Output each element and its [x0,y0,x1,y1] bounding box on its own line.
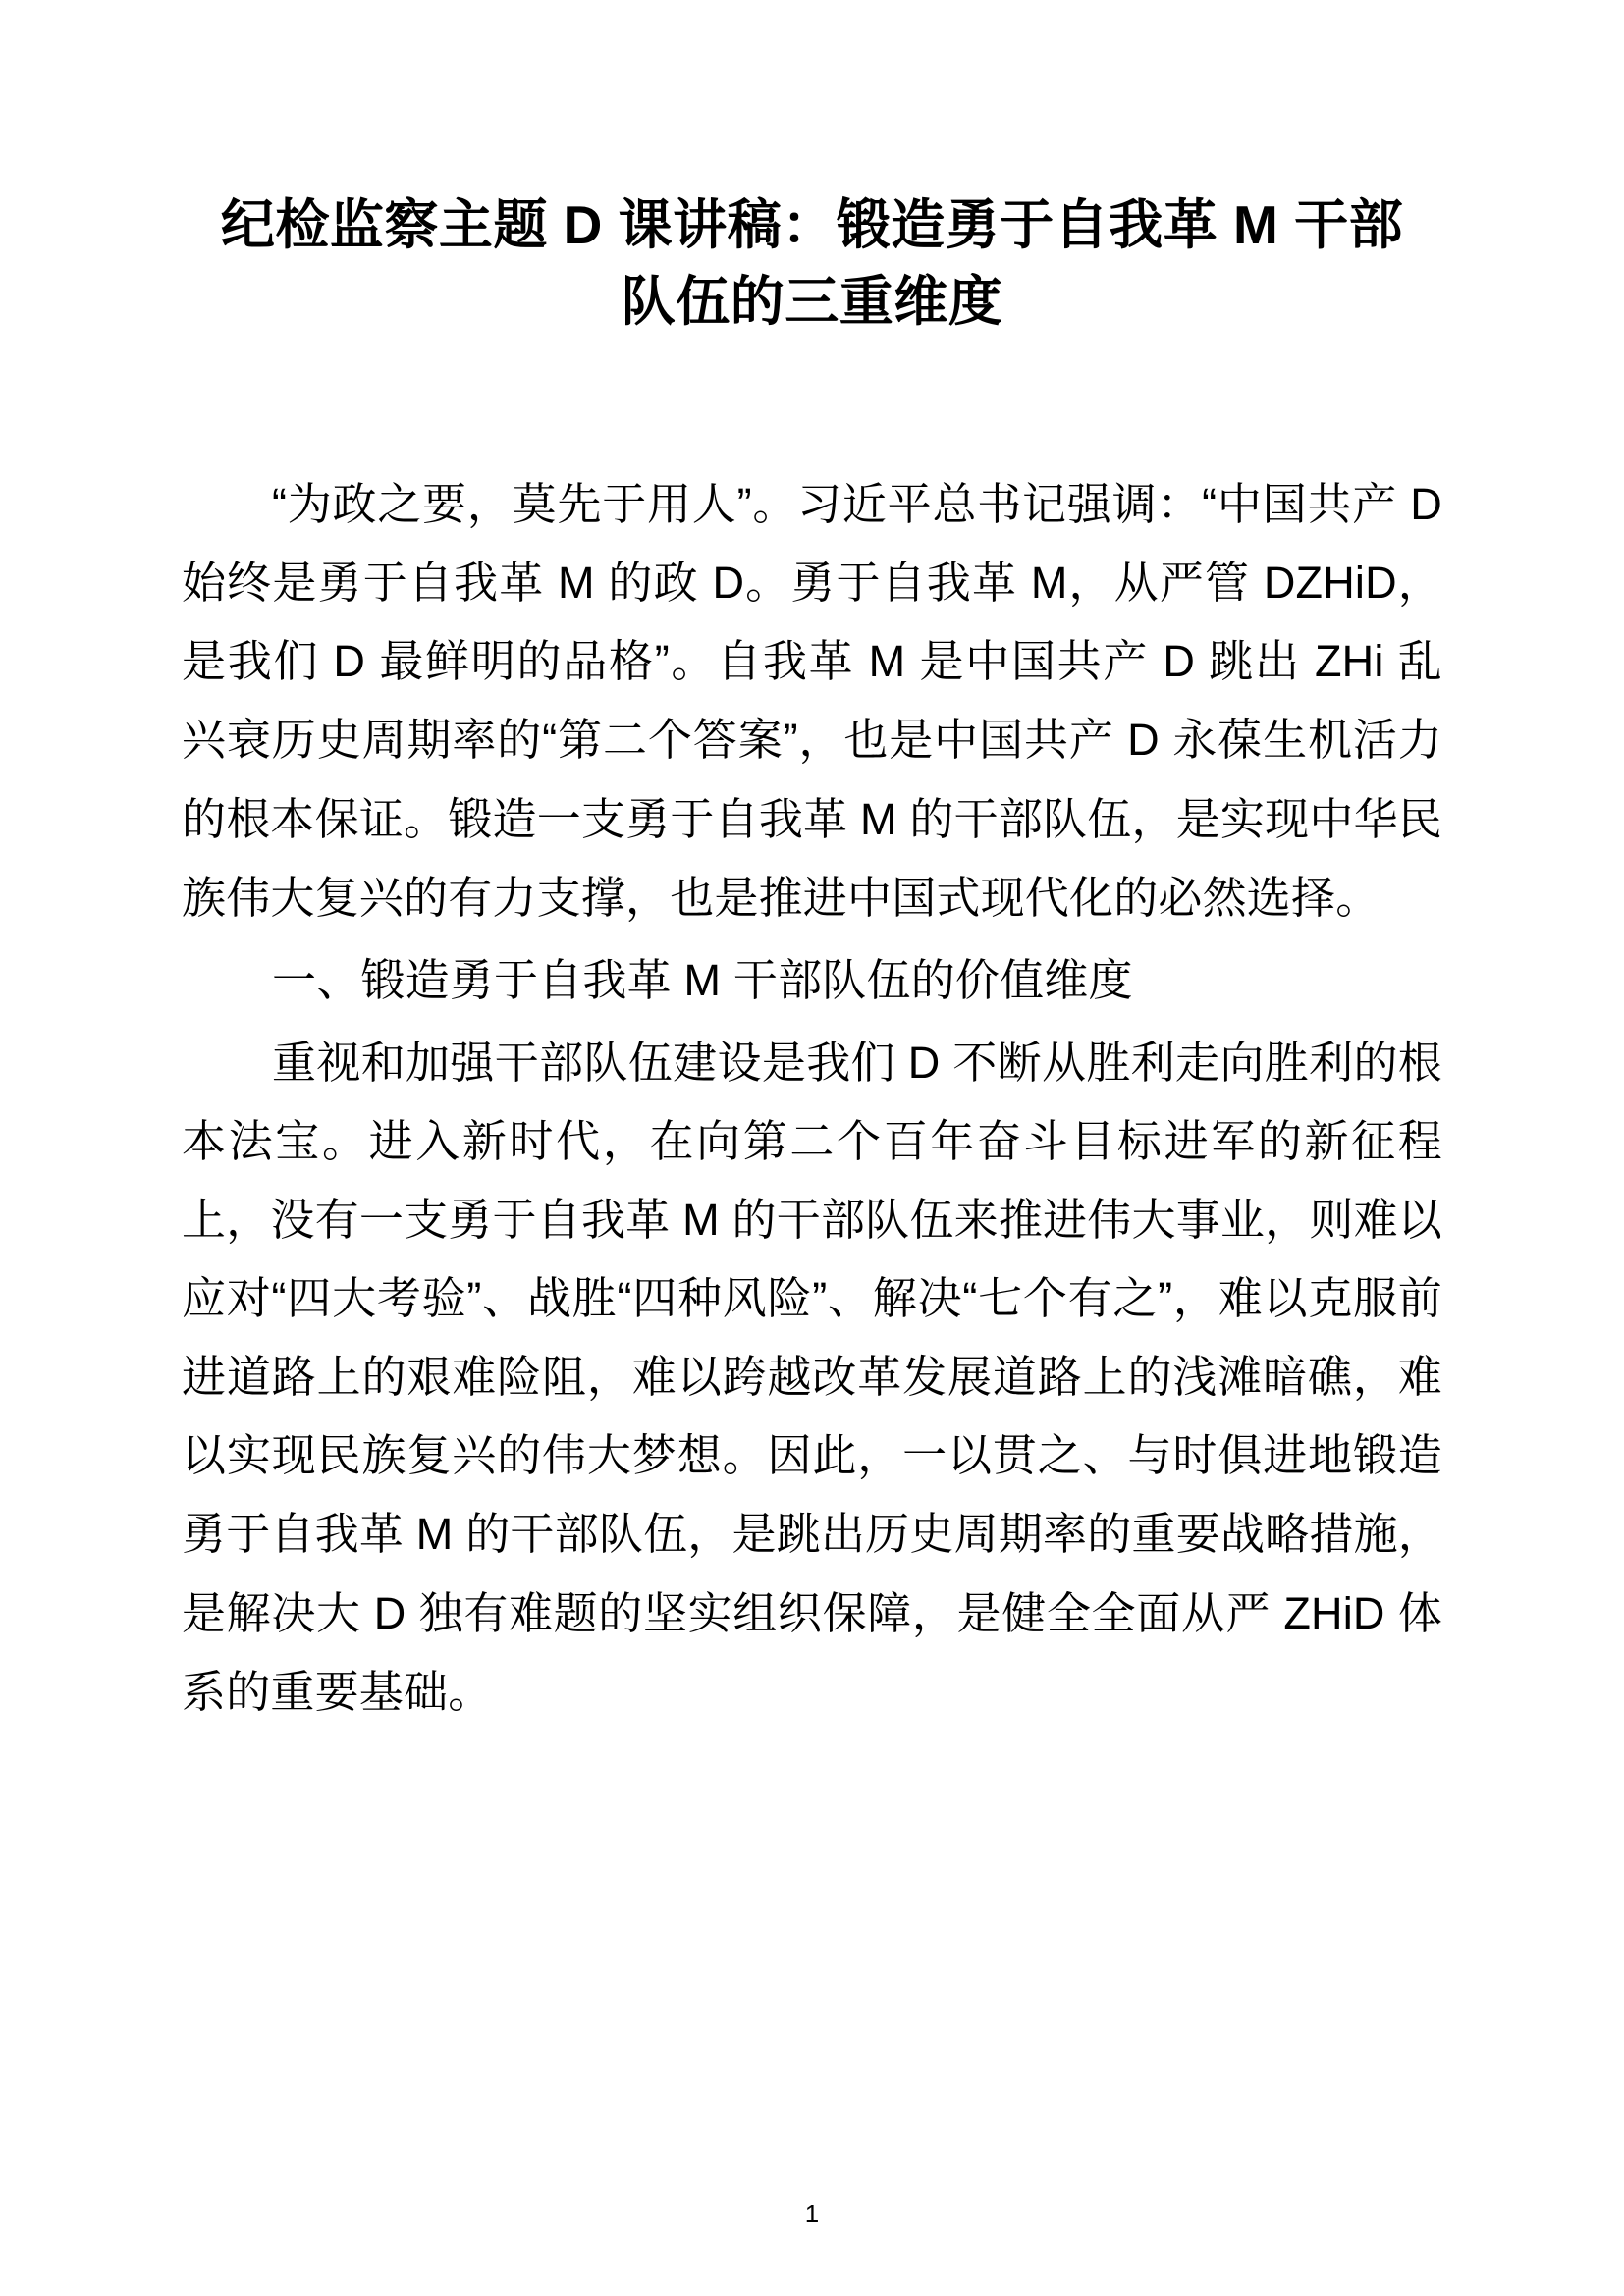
page-title: 纪检监察主题 D 课讲稿：锻造勇于自我革 M 干部队伍的三重维度 [220,194,1404,333]
section-heading-1: 一、锻造勇于自我革 M 干部队伍的价值维度 [272,954,1133,1005]
page-number: 1 [804,2199,820,2228]
document-body [182,465,1442,1732]
paragraph-section-1-body: 重视和加强干部队伍建设是我们 D 不断从胜利走向胜利的根本法宝。进入新时代，在向第二个百年奋斗目标进军的新征程上，没有一支勇于自我革 M 的干部队伍来推进伟大事业，则难以应对“四大考验”、战胜“四种风险”、解决“七个有之”，难以克服前进道路上的艰难险阻，难以跨越改革发展道路上的浅滩暗礁，难以实现民族复兴的伟大梦想。因此，一以贯之、与时俱进地锻造勇于自我革 M 的干部队伍，是跳出历史周期率的重要战略措施，是解决大 D 独有难题的坚实组织保障，是健全全面从严 ZHiD 体系的重要基础。 [182,1037,1442,1717]
paragraph-intro: “为政之要，莫先于用人”。习近平总书记强调：“中国共产 D 始终是勇于自我革 M 的政 D。勇于自我革 M，从严管 DZHiD，是我们 D 最鲜明的品格”。自我革 M 是中国共产 D 跳出 ZHi 乱兴衰历史周期率的“第二个答案”，也是中国共产 D 永葆生机活力的根本保证。锻造一支勇于自我革 M 的干部队伍，是实现中华民族伟大复兴的有力支撑，也是推进中国式现代化的必然选择。 [182,479,1442,923]
